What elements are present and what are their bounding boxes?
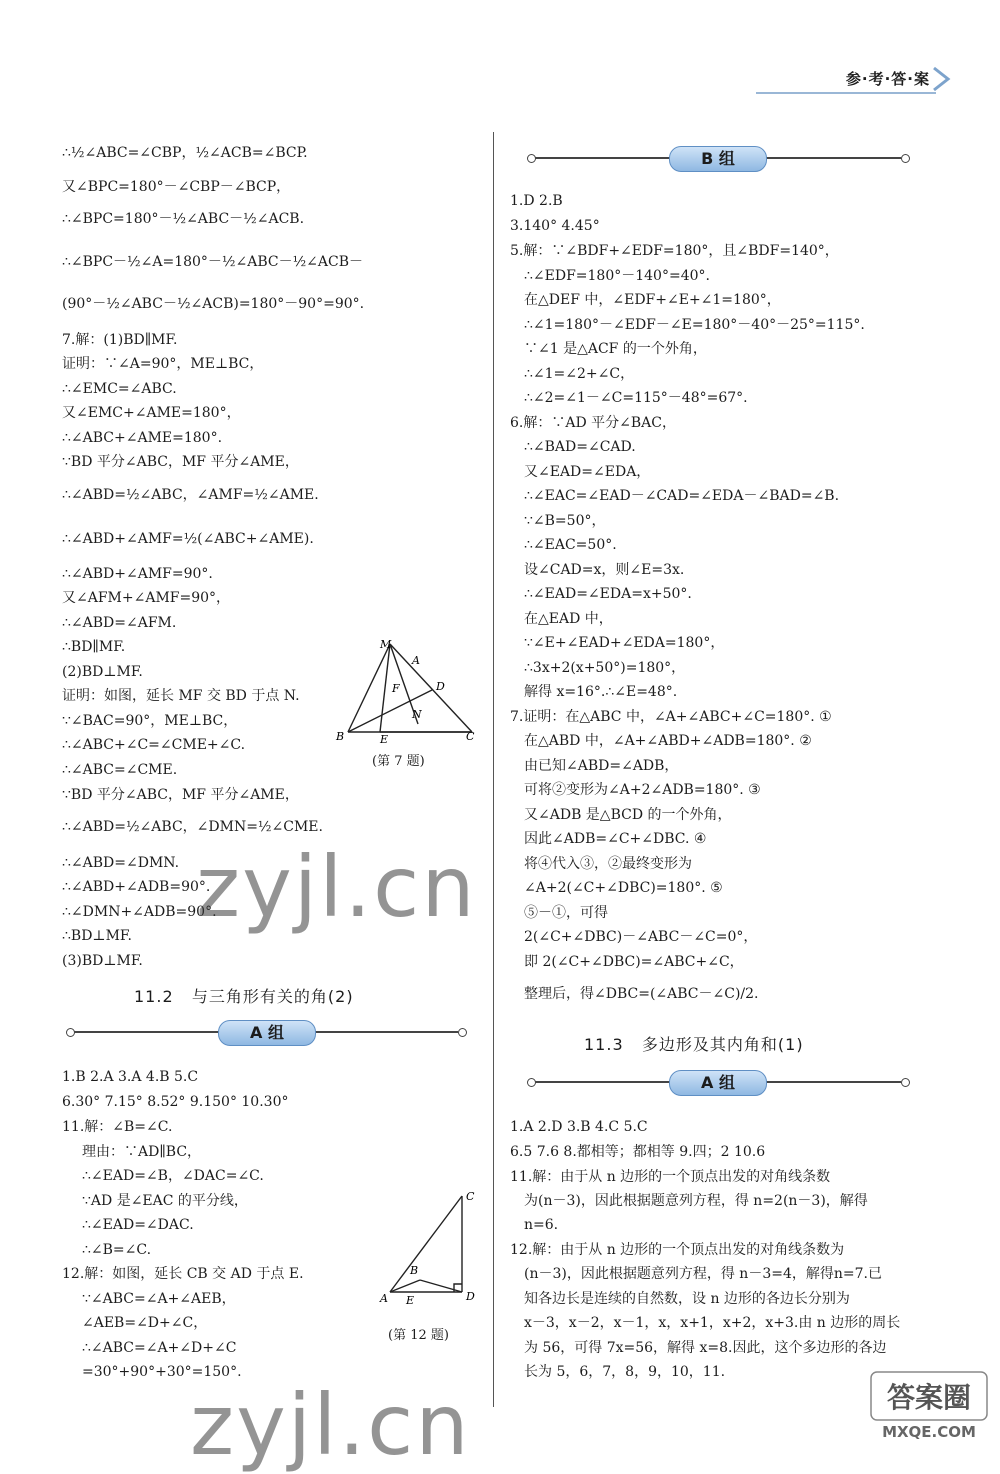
answer-line: ∴∠2=∠1－∠C=115°－48°=67°. <box>524 390 748 406</box>
group-a-banner-right <box>527 1070 909 1094</box>
answer-line: ∴BD⊥MF. <box>62 928 132 944</box>
answer-line: 又∠BPC=180°－∠CBP－∠BCP， <box>62 179 291 195</box>
answer-line: ∴∠ABC+∠C=∠CME+∠C. <box>62 737 246 753</box>
answer-line: ∴∠1=180°－∠EDF－∠E=180°－40°－25°=115°. <box>524 317 865 333</box>
answer-line: (2)BD⊥MF. <box>62 664 143 680</box>
answer-line: 证明：∵∠A=90°，ME⊥BC， <box>62 356 264 372</box>
answer-line: 1.B 2.A 3.A 4.B 5.C <box>62 1069 199 1085</box>
answer-line: 6.30° 7.15° 8.52° 9.150° 10.30° <box>62 1094 289 1110</box>
figure-7-label: N <box>412 708 422 721</box>
answer-line: (90°－½∠ABC－½∠ACB)=180°－90°=90°. <box>62 296 365 312</box>
answer-line: 6.5 7.6 8.都相等；都相等 9.四；2 10.6 <box>510 1144 766 1160</box>
figure-7-diagram <box>332 636 482 744</box>
figure-7-label: F <box>392 682 400 695</box>
figure-12-diagram <box>376 1188 480 1308</box>
answer-line: 3.140° 4.45° <box>510 218 600 234</box>
answer-line: ∴∠ABD=∠AFM. <box>62 615 177 631</box>
answer-line: 为 56，可得 7x=56，解得 x=8.因此，这个多边形的各边 <box>524 1340 887 1356</box>
answer-line: ∴∠BAD=∠CAD. <box>524 439 636 455</box>
answer-line: ∠AEB=∠D+∠C， <box>82 1315 208 1331</box>
answer-line: ∴½∠ABC=∠CBP，½∠ACB=∠BCP. <box>62 145 308 161</box>
figure-12-label: E <box>406 1294 415 1307</box>
answer-line: ∴∠EMC=∠ABC. <box>62 381 177 397</box>
answer-line: ∴∠DMN+∠ADB=90°. <box>62 904 217 920</box>
answer-line: ∵BD 平分∠ABC，MF 平分∠AME， <box>62 454 299 470</box>
answer-line: ∴∠ABD+∠ADB=90°. <box>62 879 211 895</box>
answer-line: ∴∠B=∠C. <box>82 1242 152 1258</box>
answer-line: 长为 5，6，7，8，9，10，11. <box>524 1364 726 1380</box>
figure-7-label: C <box>466 730 475 743</box>
answer-line: ∵∠1 是△ACF 的一个外角， <box>524 341 707 357</box>
answer-line: =30°+90°+30°=150°. <box>82 1364 242 1380</box>
watermark-bottom: zyjl.cn <box>190 1376 471 1474</box>
figure-12-label: A <box>380 1292 388 1305</box>
answer-line: 在△EAD 中， <box>524 611 613 627</box>
answer-line: ∴∠ABD+∠AMF=90°. <box>62 566 213 582</box>
group-b-banner <box>527 146 909 170</box>
answer-line: 理由：∵AD∥BC， <box>82 1144 202 1160</box>
answer-line: ∴∠EAC=∠EAD－∠CAD=∠EDA－∠BAD=∠B. <box>524 488 840 504</box>
answer-line: ∴∠ABC+∠AME=180°. <box>62 430 223 446</box>
section-heading: 多边形及其内角和(1) <box>641 1035 804 1054</box>
answer-line: ∴∠ABD+∠AMF=½(∠ABC+∠AME). <box>62 531 314 547</box>
answer-line: ∴BD∥MF. <box>62 639 126 655</box>
answer-line: 即 2(∠C+∠DBC)=∠ABC+∠C， <box>524 954 744 970</box>
figure-7-label: D <box>436 680 445 693</box>
answer-line: ∴∠ABD=½∠ABC，∠AMF=½∠AME. <box>62 487 319 503</box>
answer-line: 7.证明：在△ABC 中，∠A+∠ABC+∠C=180°. ① <box>510 709 832 725</box>
answer-line: 5.解：∵∠BDF+∠EDF=180°，且∠BDF=140°， <box>510 243 839 259</box>
section-number: 11.3 <box>584 1035 624 1054</box>
answer-line: 由已知∠ABD=∠ADB， <box>524 758 679 774</box>
answer-line: 将④代入③，②最终变形为 <box>524 856 692 872</box>
answer-line: n=6. <box>524 1217 559 1233</box>
page-header-label: 参·考·答·案 <box>845 70 930 88</box>
section-title-11-3 <box>584 1032 804 1055</box>
header-rule <box>756 92 936 94</box>
answer-line: 又∠EMC+∠AME=180°， <box>62 405 241 421</box>
column-divider <box>493 132 494 1407</box>
answer-line: ∴∠EDF=180°－140°=40°. <box>524 268 710 284</box>
section-number: 11.2 <box>134 987 174 1006</box>
group-a-badge: A 组 <box>669 1070 767 1096</box>
section-heading: 与三角形有关的角(2) <box>191 987 354 1006</box>
group-a-banner-left <box>66 1020 466 1044</box>
figure-12-label: C <box>466 1190 475 1203</box>
figure-7-caption: (第 7 题) <box>372 754 425 769</box>
answer-line: 6.解：∵AD 平分∠BAC， <box>510 415 676 431</box>
answer-line: ∵∠B=50°， <box>524 513 606 529</box>
answer-line: 12.解：如图，延长 CB 交 AD 于点 E. <box>62 1266 304 1282</box>
answer-line: 1.A 2.D 3.B 4.C 5.C <box>510 1119 648 1135</box>
answer-line: ∴∠ABC=∠CME. <box>62 762 178 778</box>
figure-7-label: M <box>380 638 392 651</box>
answer-line: ∴∠ABC=∠A+∠D+∠C <box>82 1340 237 1356</box>
answer-line: 又∠EAD=∠EDA， <box>524 464 651 480</box>
answer-line: x－3，x－2，x－1，x，x+1，x+2，x+3.由 n 边形的周长 <box>524 1315 901 1331</box>
answer-line: 12.解：由于从 n 边形的一个顶点出发的对角线条数为 <box>510 1242 845 1258</box>
answer-line: 证明：如图，延长 MF 交 BD 于点 N. <box>62 688 300 704</box>
group-a-badge: A 组 <box>218 1020 316 1046</box>
answer-line: ⑤－①，可得 <box>524 905 608 921</box>
answer-line: 1.D 2.B <box>510 193 563 209</box>
answer-line: 7.解：(1)BD∥MF. <box>62 332 178 348</box>
figure-7-label: E <box>380 733 389 744</box>
answer-line: ∴∠EAC=50°. <box>524 537 617 553</box>
site-logo <box>870 1371 988 1443</box>
answer-line: ∵∠BAC=90°，ME⊥BC， <box>62 713 238 729</box>
answer-line: ∴∠1=∠2+∠C， <box>524 366 635 382</box>
answer-line: 知各边长是连续的自然数，设 n 边形的各边长分别为 <box>524 1291 850 1307</box>
answer-line: ∴3x+2(x+50°)=180°， <box>524 660 686 676</box>
answer-line: ∴∠EAD=∠DAC. <box>82 1217 194 1233</box>
answer-line: ∴∠EAD=∠EDA=x+50°. <box>524 586 692 602</box>
answer-line: ∴∠BPC=180°－½∠ABC－½∠ACB. <box>62 211 305 227</box>
chevron-right-icon <box>930 66 952 92</box>
watermark-middle: zyjl.cn <box>196 838 477 936</box>
answer-line: 11.解：由于从 n 边形的一个顶点出发的对角线条数 <box>510 1169 831 1185</box>
figure-12-label: B <box>410 1264 419 1277</box>
answer-line: (n－3)，因此根据题意列方程，得 n－3=4，解得n=7.已 <box>524 1266 882 1282</box>
banner-dot <box>901 154 910 163</box>
answer-line: 整理后，得∠DBC=(∠ABC－∠C)/2. <box>524 986 759 1002</box>
answer-line: ∴∠ABD=½∠ABC，∠DMN=½∠CME. <box>62 819 323 835</box>
banner-dot <box>458 1028 467 1037</box>
answer-line: 又∠ADB 是△BCD 的一个外角， <box>524 807 732 823</box>
answer-line: ∵∠ABC=∠A+∠AEB， <box>82 1291 236 1307</box>
answer-line: 因此∠ADB=∠C+∠DBC. ④ <box>524 831 707 847</box>
answer-line: ∵AD 是∠EAC 的平分线， <box>82 1193 248 1209</box>
answer-line: ∵BD 平分∠ABC，MF 平分∠AME， <box>62 787 299 803</box>
answer-line: ∴∠BPC－½∠A=180°－½∠ABC－½∠ACB－ <box>62 254 363 270</box>
answer-line: 11.解：∠B=∠C. <box>62 1119 173 1135</box>
figure-12-label: D <box>466 1290 475 1303</box>
answer-line: ∴∠EAD=∠B，∠DAC=∠C. <box>82 1168 264 1184</box>
answer-line: (3)BD⊥MF. <box>62 953 143 969</box>
figure-7-label: A <box>412 654 420 667</box>
group-b-badge: B 组 <box>669 146 767 172</box>
answer-line: 又∠AFM+∠AMF=90°， <box>62 590 231 606</box>
banner-dot <box>901 1078 910 1087</box>
answer-line: ∵∠E+∠EAD+∠EDA=180°， <box>524 635 725 651</box>
answer-line: 2(∠C+∠DBC)－∠ABC－∠C=0°， <box>524 929 758 945</box>
figure-7-label: B <box>336 730 345 743</box>
figure-12-caption: (第 12 题) <box>388 1328 449 1343</box>
answer-line: ∴∠ABD=∠DMN. <box>62 855 180 871</box>
logo-url: MXQE.COM <box>882 1423 976 1441</box>
section-title-11-2 <box>134 984 354 1007</box>
answer-line: 在△DEF 中，∠EDF+∠E+∠1=180°， <box>524 292 781 308</box>
answer-line: 在△ABD 中，∠A+∠ABD+∠ADB=180°. ② <box>524 733 812 749</box>
answer-line: 为(n－3)，因此根据题意列方程，得 n=2(n－3)，解得 <box>524 1193 868 1209</box>
answer-line: 解得 x=16°.∴∠E=48°. <box>524 684 678 700</box>
answer-line: 可将②变形为∠A+2∠ADB=180°. ③ <box>524 782 761 798</box>
answer-line: ∠A+2(∠C+∠DBC)=180°. ⑤ <box>524 880 723 896</box>
answer-line: 设∠CAD=x，则∠E=3x. <box>524 562 685 578</box>
logo-text: 答案圈 <box>886 1381 972 1414</box>
